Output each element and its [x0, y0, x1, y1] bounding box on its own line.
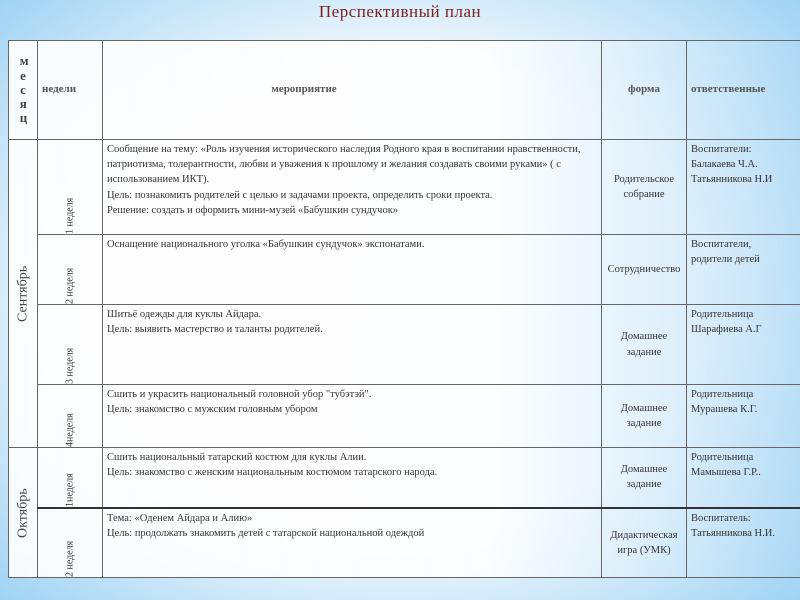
header-form: форма: [602, 41, 687, 140]
event-cell: [103, 140, 602, 235]
responsible-line: Балакаева Ч.А.: [691, 159, 758, 171]
event-cell: [103, 448, 602, 508]
month-cell: Сентябрь: [9, 140, 38, 448]
responsible-line: Родительница: [691, 309, 754, 320]
responsible-line: родители детей: [691, 254, 760, 266]
responsible-line: Мамышева Г.Р..: [691, 467, 761, 479]
responsible-cell: [687, 140, 800, 235]
event-line: Цель: знакомство с женским национальным костюмом татарского народа.: [107, 467, 438, 479]
table-row: [9, 235, 800, 305]
event-line: Сшить и украсить национальный головной убор "тубэтэй".: [107, 389, 372, 400]
header-month-label: месяц: [19, 53, 29, 126]
responsible-line: Воспитатели:: [691, 144, 752, 155]
responsible-line: Воспитатели,: [691, 239, 752, 250]
form-cell: Домашнее задание: [602, 385, 687, 448]
responsible-cell: [687, 305, 800, 385]
event-cell: [103, 385, 602, 448]
table-row: [9, 448, 800, 508]
event-line: Цель: выявить мастерство и таланты родителей.: [107, 324, 323, 336]
form-cell: Сотрудничество: [602, 235, 687, 305]
header-week: недели: [38, 41, 103, 140]
responsible-cell: [687, 385, 800, 448]
responsible-line: Воспитатель:: [691, 512, 751, 524]
table-row: [9, 140, 800, 235]
week-cell: 2 неделя: [38, 235, 103, 305]
week-cell: 4неделя: [38, 385, 103, 448]
form-cell: Домашнее задание: [602, 305, 687, 385]
form-cell: Родительское собрание: [602, 140, 687, 235]
event-line: Цель: познакомить родителей с целью и задачами проекта, определить сроки проекта.: [107, 189, 493, 201]
event-line: Сообщение на тему: «Роль изучения исторического наследия Родного края в воспитании нравственности, патриотизма, толерантности, любви и уважения к прошлому и желания создавать своими руками» ( с использованием ИКТ).: [107, 144, 581, 186]
table-row: [9, 508, 800, 578]
form-cell: Домашнее задание: [602, 448, 687, 508]
week-cell: 3 неделя: [38, 305, 103, 385]
week-cell: 1 неделя: [38, 140, 103, 235]
responsible-line: Шарафиева А.Г: [691, 324, 762, 336]
header-event: мероприятие: [103, 41, 602, 140]
responsible-cell: [687, 508, 800, 578]
event-cell: [103, 305, 602, 385]
table-row: [9, 385, 800, 448]
page-title: Перспективный план: [318, 2, 482, 21]
header-month: [9, 41, 38, 140]
responsible-line: Татьянникова Н.И: [691, 174, 773, 186]
event-cell: [103, 235, 602, 305]
week-cell: 2 неделя: [38, 508, 103, 578]
table-header: [9, 41, 800, 140]
week-cell: 1неделя: [38, 448, 103, 508]
responsible-cell: [687, 448, 800, 508]
responsible-line: Родительница: [691, 452, 754, 463]
event-line: Сшить национальный татарский костюм для куклы Алии.: [107, 452, 367, 463]
event-line: Шитьё одежды для куклы Айдара.: [107, 309, 262, 320]
event-line: Цель: продолжать знакомить детей с татарской национальной одеждой: [107, 527, 425, 539]
responsible-line: Мурашева К.Г.: [691, 404, 758, 416]
event-line: Оснащение национального уголка «Бабушкин сундучок» экспонатами.: [107, 239, 425, 250]
event-cell: [103, 508, 602, 578]
event-line: Тема: «Оденем Айдара и Алию»: [107, 512, 253, 524]
responsible-line: Татьянникова Н.И.: [691, 527, 775, 539]
table-row: [9, 305, 800, 385]
responsible-cell: [687, 235, 800, 305]
form-cell: Дидактическая игра (УМК): [602, 508, 687, 578]
header-responsible: ответственные: [687, 41, 800, 140]
responsible-line: Родительница: [691, 389, 754, 400]
event-line: Цель: знакомство с мужским головным убором: [107, 404, 318, 416]
event-line: Решение: создать и оформить мини-музей «Бабушкин сундучок»: [107, 204, 399, 216]
month-cell: Октябрь: [9, 448, 38, 578]
plan-table: [8, 40, 800, 578]
